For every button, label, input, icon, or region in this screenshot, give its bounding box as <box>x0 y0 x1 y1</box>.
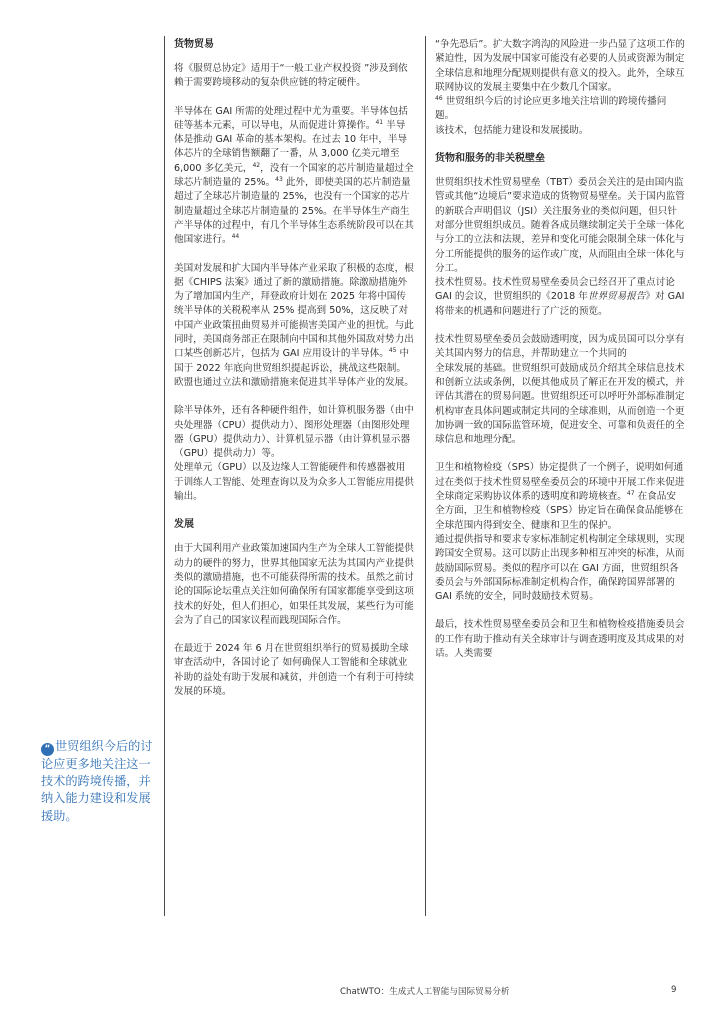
footnote-43: 43 <box>275 175 283 183</box>
pull-quote <box>41 738 153 825</box>
paragraph-future-discussion <box>435 95 685 124</box>
paragraph-aid-for-trade: 在最近于 2024 年 6 月在世贸组织举行的贸易援助全球审查活动中，各国讨论了 如何确保人工智能和全球就业补助的益处有助于发展和减贫，并创造一个有利于可持续 发展的环境。 <box>174 643 414 697</box>
quote-mark-icon: “ <box>41 743 54 756</box>
paragraph-transparency-cont: 全球发展的基础。世贸组织可鼓励成员介绍其全球信息技术和创新立法或条例，以便其他成员了解正在开发的模式，并评估其潜在的贸易问题。世贸组织还可以呼吁外部标准制定机构审查具体问题或制定共同的全球准则，从而创造一个更加协调一致的国际监管环境，促进安全、可靠和负责任的全球信息和地理分配。 <box>435 362 685 446</box>
heading-trade-in-goods: 货物贸易 <box>174 39 214 50</box>
paragraph-transparency: 技术性贸易壁垒委员会鼓励透明度，因为成员国可以分享有关其国内努力的信息，并帮助建立一个共同的 <box>435 334 685 360</box>
paragraph-development: 由于大国利用产业政策加速国内生产为全球人工智能提供动力的硬件的努力，世界其他国家无法为其国内产业提供类似的激励措施，也不可能获得所需的技术。虽然之前讨论的国际论坛重点关注如何确保所有国家都能享受到这项技术的好处，但人们担心，如果任其发展，某些行为可能会为了自己的国家议程而践现国际合作。 <box>174 543 414 626</box>
semis-text-2: 半导体是推动 GAI 革命的基本架构。在过去 10 年中，半导体芯片的全球销售额翻了一番，从 3,000 亿美元增至 6,000 多亿美元， <box>174 119 408 174</box>
footnote-45: 45 <box>388 347 397 355</box>
tbt-text-pre: 技术性贸易。技术性贸易壁垒委员会已经召开了重点讨论 GAI 的会议，世贸组织的《2018 年 <box>435 277 675 303</box>
page-footer <box>0 985 724 999</box>
paragraph-tbt: 世贸组织技术性贸易壁垒（TBT）委员会关注的是由国内监管或其他“边境后”要求造成的货物贸易壁垒。关于国内监管的新联合声明倡议（JSI）关注服务业的类似问题，但只针对部分世贸组织成员。随着各成员继续制定关于全球一体化与分工的立法和法规，差异和变化可能会限制全球一体化与分工所能提供的服务的运作或广度，从而阻由全球一体化与分工。 <box>435 177 685 274</box>
heading-non-tariff-barriers: 货物和服务的非关税壁垒 <box>435 153 545 165</box>
semis-text-3: ，没有一个国家的芯片制造量超过全球芯片制造量的 25%。 <box>174 162 414 189</box>
paragraph-us-policy <box>174 290 414 390</box>
tbt-text-post: 》对 GAI 将带来的机遇和问题进行了广泛的预览。 <box>435 291 685 317</box>
paragraph-hardware-cont: 处理单元（GPU）以及边缘人工智能硬件和传感器被用于训练人工智能、处理查询以及为众多人工智能应用提供输出。 <box>174 462 414 503</box>
paragraph-trips: 将《服贸总协定》适用于“一般工业产权投资 ”涉及到依赖于需要跨境移动的复杂供应链的特定硬件。 <box>174 63 408 89</box>
footnote-46: 46 <box>435 95 443 102</box>
left-column-rule <box>164 36 165 916</box>
semis-text-4: 此外，即使美国的芯片制造量超过了全球芯片制造量的 25%，也没有一个国家的芯片制造量超过全球芯片制造量的 25%。在半导体生产商生产半导体的过程中，有几个半导体生态系统阶段可以在其他国家进行。 <box>174 177 414 246</box>
future-text-1: 世贸组织今后的讨论应更多地关注培训的跨境传播问题。 <box>435 96 667 122</box>
paragraph-finally: 最后，技术性贸易壁垒委员会和卫生和植物检疫措施委员会的工作有助于推动有关全球审计与调查透明度及其成果的对话。人类需要 <box>435 619 685 659</box>
paragraph-tbt-meetings <box>435 276 685 319</box>
us-text-3: 中国于 2022 年底向世贸组织提起诉讼，挑战这些限制。欧盟也通过立法和激励措施来促进其半导体产业的发展。 <box>174 348 414 388</box>
paragraph-first-mover: “争先恐后”。扩大数字鸿沟的风险进一步凸显了这项工作的紧迫性，因为发展中国家可能没有必要的人员或资源为制定全球信息和地理分配规则提供有意义的投入。此外，全球互联网协议的发展主要集中在少数几个国家。 <box>435 39 685 93</box>
paragraph-us-policy-intro: 美国对发展和扩大国内半导体产业采取了积极的态度，根据《CHIPS 法案》通过了新的激励措施。除激励措施外 <box>174 262 414 288</box>
left-column <box>174 38 414 713</box>
semis-text-1: 半导体在 GAI 所需的处理过程中尤为重要。半导体包括硅等基本元素，可以导电，从而促进计算操作。 <box>174 105 408 131</box>
page-number: 9 <box>671 985 677 995</box>
footnote-47: 47 <box>626 489 635 497</box>
world-trade-report-title: 世界贸易报告 <box>587 291 646 303</box>
footer-title: ChatWTO：生成式人工智能与国际贸易分析 <box>340 987 510 997</box>
right-column-rule <box>425 36 426 916</box>
paragraph-semiconductors <box>174 105 414 248</box>
pull-quote-text: 世贸组织今后的讨论应更多地关注这一技术的跨境传播，并纳入能力建设和发展援助。 <box>41 739 153 823</box>
paragraph-sps-cont: 通过提供指导和要求专家标准制定机构制定全球规则，实现跨国安全贸易。这可以防止出现多种相互冲突的标准，从而鼓励国际贸易。类似的程序可以在 GAI 方面，世贸组织各委员会与外部国际标准制定机构合作，确保跨国界部署的 GAI 系统的安全，同时鼓励技术贸易。 <box>435 533 685 603</box>
footnote-41: 41 <box>375 118 384 126</box>
sps-text-2: 在食品安全方面，卫生和植物检疫（SPS）协定旨在确保食品能够在全球范围内得到安全、健康和卫生的保护。 <box>435 491 684 531</box>
sps-text-1: 卫生和植物检疫（SPS）协定提供了一个例子，说明如何通过在类似于技术性贸易壁垒委员会的环境中开展工作来促进全球商定采购协议体系的透明度和跨境核查。 <box>435 462 685 503</box>
paragraph-sps <box>435 461 685 532</box>
footnote-42: 42 <box>252 161 261 169</box>
us-text-2: 为了增加国内生产，拜登政府计划在 2025 年将中国传统半导体的关税税率从 25% 提高到 50%，这反映了对中国产业政策扭曲贸易并可能损害美国产业的担忧。与此同时，美国商务部正在限制向中国和其他外国敌对势力出口某些创新芯片，包括为 GAI 应用设计的半导体。 <box>174 291 414 360</box>
paragraph-hardware: 除半导体外，还有各种硬件组件，如计算机服务器（由中央处理器（CPU）提供动力）、图形处理器（由图形处理器（GPU）提供动力）、计算机显示器（由计算机显示器（GPU）提供动力）等。 <box>174 405 414 460</box>
paragraph-future-cont: 该技术，包括能力建设和发展援助。 <box>435 124 589 136</box>
right-column <box>435 38 685 675</box>
heading-development: 发展 <box>174 519 194 531</box>
footnote-44: 44 <box>231 233 240 241</box>
